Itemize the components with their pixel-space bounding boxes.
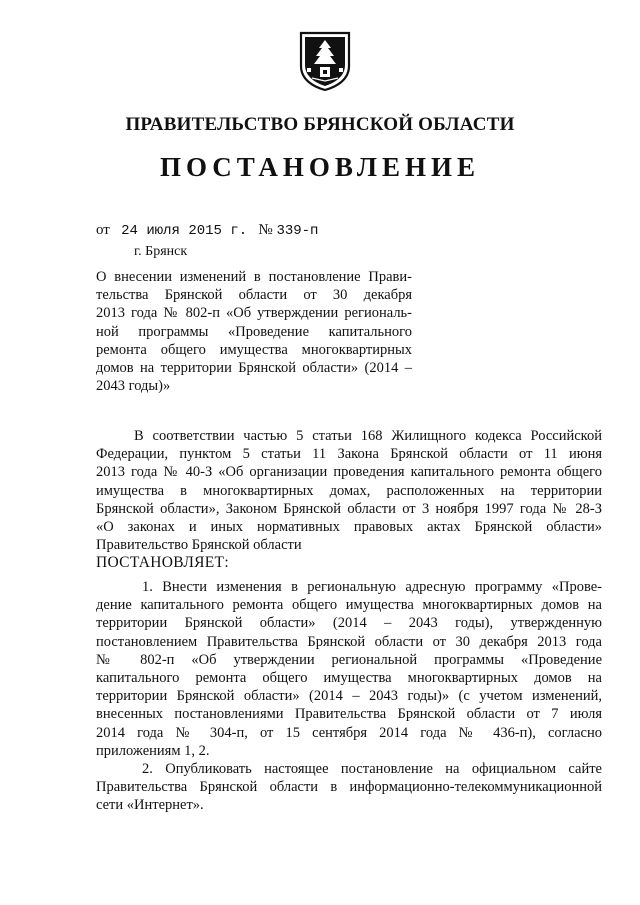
item-1-line: капитального ремонта общего имущества многоквартирных домов на: [96, 670, 602, 687]
subject-line: 2013 года № 802-п «Об утверждении региональ-: [96, 305, 412, 322]
preamble-line: В соответствии частью 5 статьи 168 Жилищного кодекса Российской: [134, 428, 602, 444]
preamble-line: Брянской области», Законом Брянской области от 3 ноября 1997 года № 28-З: [96, 500, 602, 517]
item-2-paragraph: [96, 760, 602, 815]
item-1-line: 2014 года № 304-п, от 15 сентября 2014 года № 436-п), согласно: [96, 724, 602, 741]
preamble-line: имущества в многоквартирных домах, расположенных на территории: [96, 482, 602, 499]
date-number-line: [96, 222, 318, 239]
subject-line: 2043 годы)»: [96, 378, 171, 395]
government-title: ПРАВИТЕЛЬСТВО БРЯНСКОЙ ОБЛАСТИ: [125, 114, 515, 135]
item-1-paragraph: [96, 578, 602, 760]
subject-line: ремонта общего имущества многоквартирных: [96, 341, 412, 358]
decree-subject: [96, 268, 412, 395]
preamble-line: Правительство Брянской области: [96, 537, 302, 554]
item-1-line: территории Брянской области» (2014 – 2043 годы), утвержденную: [96, 615, 602, 632]
subject-line: ной программы «Проведение капитального: [96, 323, 412, 340]
item-1-line: № 802-п «Об утверждении региональной программы «Проведение: [96, 651, 602, 668]
item-1-line: внесенных постановлениями Правительства Брянской области от 7 июля: [96, 706, 602, 723]
subject-line: тельства Брянской области от 30 декабря: [96, 287, 412, 304]
subject-line: домов на территории Брянской области» (2014 –: [96, 360, 412, 377]
item-2-line: сети «Интернет».: [96, 797, 204, 814]
item-2-line: 2. Опубликовать настоящее постановление на официальном сайте: [142, 761, 602, 777]
item-1-line: 1. Внести изменения в региональную адресную программу «Прове-: [142, 579, 602, 595]
subject-line: О внесении изменений в постановление Прави-: [96, 269, 412, 285]
preamble-line: Федерации, пунктом 5 статьи 11 Закона Брянской области от 11 июня: [96, 446, 602, 463]
item-2-line: Правительства Брянской области в информационно-телекоммуникационной: [96, 779, 602, 796]
city-name: г. Брянск: [134, 244, 188, 259]
item-1-line: приложениям 1, 2.: [96, 742, 210, 759]
item-1-line: дение капитального ремонта общего имущества многоквартирных домов на: [96, 597, 602, 614]
preamble-line: 2013 года № 40-З «Об организации проведения капитального ремонта общего: [96, 464, 602, 481]
number-sign: №: [258, 222, 273, 238]
document-type-title: ПОСТАНОВЛЕНИЕ: [159, 152, 481, 182]
preamble-line: «О законах и иных нормативных правовых актах Брянской области»: [96, 519, 602, 536]
item-1-line: постановлением Правительства Брянской области от 30 декабря 2013 года: [96, 633, 602, 650]
resolves-heading: ПОСТАНОВЛЯЕТ:: [96, 554, 229, 571]
from-prefix: от: [96, 222, 110, 238]
decree-number: 339-п: [276, 223, 319, 239]
preamble-paragraph: [96, 427, 602, 554]
decree-date: 24 июля 2015 г.: [121, 223, 248, 239]
bryansk-coat-of-arms-icon: [298, 30, 352, 92]
item-1-line: территории Брянской области» (2014 – 2043 годы)» (с учетом изменений,: [96, 688, 602, 705]
